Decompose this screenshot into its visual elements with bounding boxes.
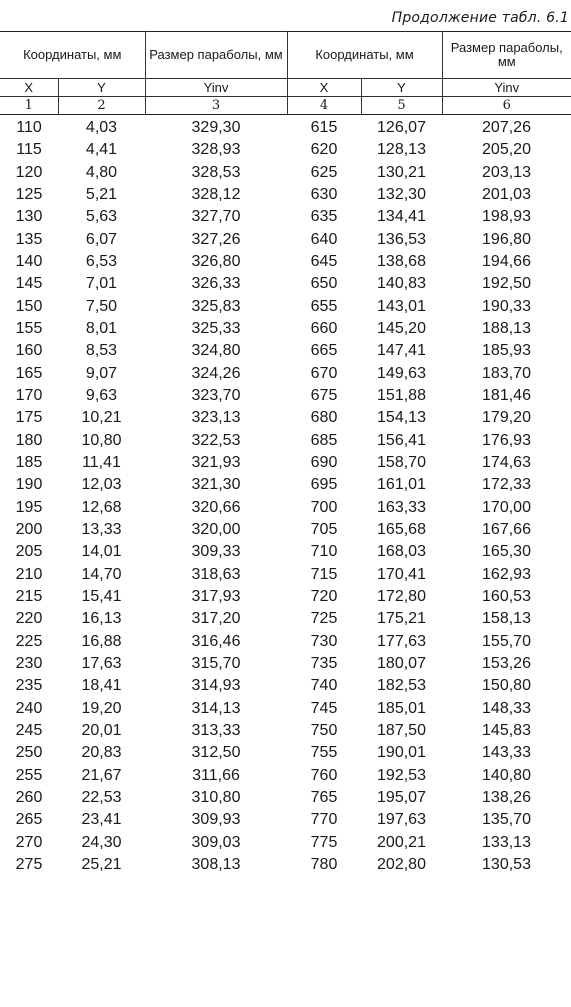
cell-y-left: 5,63 [85,208,118,226]
table-row [0,430,571,452]
cell-yinv-left: 321,93 [191,454,241,472]
cell-x-left: 175 [15,409,43,427]
cell-x-left: 230 [15,655,43,673]
cell-y-left: 12,03 [81,476,122,494]
cell-x-right: 770 [310,811,338,829]
cell-y-left: 9,63 [85,387,118,405]
cell-y-right: 138,68 [377,253,426,271]
cell-yinv-left: 328,93 [191,141,241,159]
cell-x-left: 255 [15,766,43,784]
cell-x-right: 775 [310,833,338,851]
cell-x-left: 150 [15,297,43,315]
cell-y-right: 187,50 [377,722,426,740]
cell-y-left: 17,63 [81,655,122,673]
cell-x-right: 645 [310,253,338,271]
cell-x-left: 210 [15,565,43,583]
cell-y-right: 190,01 [377,744,426,762]
cell-x-right: 640 [310,230,338,248]
cell-y-left: 19,20 [81,699,122,717]
table-caption: Продолжение табл. 6.1 [391,10,569,26]
cell-yinv-left: 318,63 [191,565,241,583]
cell-x-right: 650 [310,275,338,293]
cell-yinv-right: 174,63 [482,454,531,472]
cell-y-left: 21,67 [81,766,122,784]
cell-x-right: 665 [310,342,338,360]
cell-yinv-right: 140,80 [482,766,531,784]
cell-x-right: 755 [310,744,338,762]
cell-x-left: 160 [15,342,43,360]
cell-x-right: 710 [310,543,338,561]
table-row [0,631,571,653]
cell-y-left: 24,30 [81,833,122,851]
subheader-yinv-left: Yinv [145,79,287,97]
table-row [0,407,571,429]
cell-yinv-left: 314,93 [191,677,241,695]
cell-y-right: 132,30 [377,186,426,204]
cell-yinv-right: 133,13 [482,833,531,851]
table-header [0,32,571,115]
cell-x-right: 725 [310,610,338,628]
cell-y-right: 185,01 [377,699,426,717]
cell-yinv-left: 309,33 [191,543,241,561]
cell-yinv-left: 324,80 [191,342,241,360]
cell-y-left: 9,07 [85,364,118,382]
cell-yinv-left: 315,70 [191,655,241,673]
table-row [0,115,571,140]
table-row [0,340,571,362]
header-coords-left: Координаты, мм [0,32,145,79]
cell-x-left: 115 [16,141,42,159]
table-row [0,452,571,474]
cell-y-right: 168,03 [377,543,426,561]
table-row [0,720,571,742]
table-body [0,115,571,877]
cell-yinv-left: 313,33 [191,722,241,740]
cell-y-left: 16,13 [81,610,122,628]
cell-yinv-left: 326,80 [191,253,241,271]
table-row [0,273,571,295]
cell-yinv-right: 207,26 [482,119,531,137]
cell-x-right: 620 [310,141,338,159]
cell-x-right: 615 [310,119,338,137]
header-size-right: Размер параболы, мм [450,40,563,69]
cell-x-left: 250 [15,744,43,762]
parabola-table [0,31,571,876]
cell-yinv-left: 322,53 [191,431,241,449]
cell-x-right: 780 [310,855,338,873]
cell-yinv-right: 150,80 [482,677,531,695]
cell-yinv-left: 323,13 [191,409,241,427]
cell-y-left: 20,83 [81,744,122,762]
cell-y-right: 177,63 [377,632,426,650]
cell-y-right: 195,07 [377,789,426,806]
cell-y-right: 163,33 [377,498,426,516]
table-row [0,541,571,563]
cell-yinv-left: 328,12 [191,186,241,204]
cell-yinv-right: 192,50 [482,275,531,293]
cell-yinv-right: 179,20 [482,409,531,427]
cell-y-right: 126,07 [377,119,426,137]
cell-yinv-left: 310,80 [191,789,241,806]
column-number-6: 6 [502,97,511,113]
cell-x-left: 185 [15,454,43,472]
table-row [0,318,571,340]
cell-x-left: 215 [15,588,43,606]
cell-x-left: 120 [15,163,43,181]
column-number-3: 3 [145,97,287,115]
table-row [0,832,571,854]
cell-yinv-left: 325,83 [191,297,241,315]
table-row [0,809,571,831]
cell-x-left: 190 [15,476,43,494]
cell-y-left: 25,21 [81,855,122,873]
table-row [0,474,571,496]
cell-y-left: 12,68 [81,498,122,516]
table-row [0,139,571,161]
table-row [0,162,571,184]
cell-yinv-right: 143,33 [482,744,531,762]
cell-yinv-right: 185,93 [482,342,531,360]
cell-x-left: 170 [15,387,43,405]
cell-yinv-left: 328,53 [191,163,241,181]
subheader-x-right: X [287,79,361,97]
cell-y-right: 156,41 [377,431,426,449]
table-row [0,564,571,586]
cell-y-left: 8,01 [85,320,118,338]
cell-y-right: 151,88 [377,387,426,405]
cell-yinv-left: 308,13 [191,855,241,873]
table-row [0,675,571,697]
table-row [0,497,571,519]
cell-y-left: 18,41 [81,677,122,695]
cell-yinv-left: 325,33 [191,320,241,338]
cell-yinv-right: 198,93 [482,208,531,226]
cell-y-right: 130,21 [377,163,426,181]
column-number-4: 4 [287,97,361,115]
cell-yinv-right: 183,70 [482,364,531,382]
table-row [0,586,571,608]
column-number-1: 1 [0,97,58,115]
cell-y-right: 134,41 [377,208,426,226]
cell-x-left: 195 [15,498,43,516]
cell-yinv-left: 317,20 [191,610,241,628]
cell-yinv-left: 321,30 [191,476,241,494]
cell-y-right: 202,80 [377,855,426,873]
cell-yinv-right: 181,46 [482,387,531,405]
cell-x-right: 655 [310,297,338,315]
cell-x-right: 720 [310,588,338,606]
cell-x-left: 140 [15,253,43,271]
table-row [0,742,571,764]
cell-y-right: 175,21 [377,610,426,628]
cell-y-left: 10,21 [81,409,122,427]
cell-yinv-right: 165,30 [482,543,531,561]
cell-y-left: 10,80 [81,431,122,449]
table-row [0,229,571,251]
cell-yinv-left: 309,93 [191,811,241,829]
cell-yinv-right: 176,93 [482,431,531,449]
cell-y-right: 128,13 [377,141,426,159]
cell-y-right: 165,68 [377,521,426,539]
cell-y-left: 6,07 [85,230,118,248]
cell-y-right: 192,53 [377,766,426,784]
cell-y-left: 16,88 [81,632,122,650]
cell-x-right: 760 [310,766,338,784]
cell-y-left: 6,53 [85,253,118,271]
cell-y-right: 172,80 [377,588,426,606]
cell-y-left: 13,33 [81,521,122,539]
cell-y-right: 158,70 [377,454,426,472]
cell-x-left: 200 [15,521,43,539]
cell-yinv-right: 162,93 [482,565,531,583]
header-size-left: Размер параболы, мм [145,32,287,79]
cell-y-left: 4,41 [85,141,118,159]
cell-y-right: 149,63 [377,364,426,382]
cell-yinv-right: 190,33 [482,297,531,315]
cell-yinv-left: 320,66 [191,498,241,516]
cell-y-left: 8,53 [85,342,118,360]
cell-yinv-right: 172,33 [482,476,531,494]
cell-y-left: 11,41 [82,454,121,472]
cell-yinv-right: 194,66 [482,253,531,271]
table-row [0,608,571,630]
cell-x-right: 715 [310,565,338,583]
cell-x-left: 265 [15,811,43,829]
cell-yinv-left: 314,13 [191,699,241,717]
cell-yinv-left: 312,50 [191,744,241,762]
cell-x-right: 700 [310,498,338,516]
cell-y-right: 147,41 [377,342,426,360]
cell-yinv-right: 205,20 [482,141,531,159]
cell-yinv-right: 130,53 [482,855,531,873]
cell-yinv-right: 201,03 [482,186,531,204]
cell-y-right: 154,13 [377,409,426,427]
cell-x-left: 245 [15,722,43,740]
cell-y-right: 136,53 [377,230,426,248]
cell-y-left: 7,50 [85,297,118,315]
cell-x-left: 260 [15,789,43,806]
cell-x-right: 730 [310,632,338,650]
table-row [0,251,571,273]
cell-y-left: 14,70 [81,565,122,583]
cell-y-left: 7,01 [85,275,118,293]
cell-y-right: 140,83 [377,275,426,293]
cell-y-left: 20,01 [81,722,122,740]
cell-x-right: 745 [310,699,338,717]
column-number-5: 5 [361,97,442,115]
cell-y-left: 15,41 [81,588,122,606]
cell-x-right: 680 [310,409,338,427]
cell-yinv-left: 324,26 [191,364,241,382]
cell-x-right: 625 [310,163,338,181]
cell-x-right: 675 [310,387,338,405]
cell-x-right: 735 [310,655,338,673]
cell-yinv-right: 145,83 [482,722,531,740]
subheader-y-left: Y [58,79,145,97]
cell-x-right: 765 [310,789,338,806]
cell-yinv-left: 326,33 [191,275,241,293]
table-row [0,184,571,206]
cell-y-left: 14,01 [81,543,122,561]
cell-x-left: 270 [15,833,43,851]
cell-x-left: 225 [15,632,43,650]
header-coords-right: Координаты, мм [287,32,442,79]
cell-y-right: 145,20 [377,320,426,338]
cell-x-right: 750 [310,722,338,740]
cell-x-right: 635 [310,208,338,226]
cell-x-left: 125 [15,186,43,204]
cell-yinv-left: 317,93 [191,588,241,606]
table-row [0,698,571,720]
cell-y-left: 23,41 [81,811,122,829]
cell-y-right: 197,63 [377,811,426,829]
cell-x-left: 155 [15,320,43,338]
cell-y-right: 143,01 [377,297,426,315]
cell-yinv-left: 323,70 [191,387,241,405]
cell-yinv-right: 196,80 [482,230,531,248]
table-row [0,363,571,385]
cell-y-right: 161,01 [377,476,426,494]
cell-y-left: 5,21 [85,186,118,204]
cell-yinv-left: 327,26 [191,230,241,248]
cell-yinv-left: 311,66 [192,766,240,784]
cell-yinv-right: 158,13 [482,610,531,628]
cell-x-right: 695 [310,476,338,494]
cell-yinv-right: 148,33 [482,699,531,717]
table-row [0,765,571,787]
cell-x-left: 220 [15,610,43,628]
cell-y-right: 200,21 [377,833,426,851]
subheader-x-left: X [0,79,58,97]
cell-yinv-right: 138,26 [482,789,531,806]
subheader-y-right: Y [361,79,442,97]
cell-x-left: 165 [15,364,43,382]
cell-yinv-right: 188,13 [482,320,531,338]
cell-yinv-right: 135,70 [482,811,531,829]
cell-y-right: 180,07 [377,655,426,673]
subheader-yinv-right: Yinv [494,79,520,95]
cell-x-right: 660 [310,320,338,338]
cell-x-left: 135 [15,230,43,248]
cell-x-left: 130 [15,208,43,226]
cell-yinv-left: 309,03 [191,833,241,851]
column-number-2: 2 [58,97,145,115]
cell-yinv-left: 327,70 [191,208,241,226]
cell-y-left: 22,53 [81,789,122,806]
cell-y-left: 4,03 [85,119,118,137]
table-row [0,206,571,228]
cell-yinv-left: 329,30 [191,119,241,137]
cell-x-left: 110 [16,119,42,137]
cell-yinv-right: 153,26 [482,655,531,673]
table-row [0,787,571,809]
cell-x-right: 630 [310,186,338,204]
table-row [0,296,571,318]
cell-yinv-left: 320,00 [191,521,241,539]
cell-yinv-right: 160,53 [482,588,531,606]
cell-y-right: 170,41 [377,565,426,583]
cell-yinv-right: 203,13 [482,163,531,181]
cell-x-left: 205 [15,543,43,561]
cell-x-left: 240 [15,699,43,717]
cell-yinv-right: 167,66 [482,521,531,539]
cell-x-right: 705 [310,521,338,539]
cell-x-right: 670 [310,364,338,382]
cell-x-right: 740 [310,677,338,695]
table-row [0,385,571,407]
table-row [0,854,571,876]
cell-x-left: 145 [15,275,43,293]
cell-yinv-left: 316,46 [191,632,241,650]
cell-y-right: 182,53 [377,677,426,695]
cell-x-left: 235 [15,677,43,695]
cell-x-left: 180 [15,431,43,449]
cell-y-left: 4,80 [85,163,118,181]
cell-x-right: 690 [310,454,338,472]
cell-yinv-right: 170,00 [482,498,531,516]
table-row [0,519,571,541]
cell-x-left: 275 [15,855,43,873]
cell-x-right: 685 [310,431,338,449]
cell-yinv-right: 155,70 [482,632,531,650]
table-row [0,653,571,675]
